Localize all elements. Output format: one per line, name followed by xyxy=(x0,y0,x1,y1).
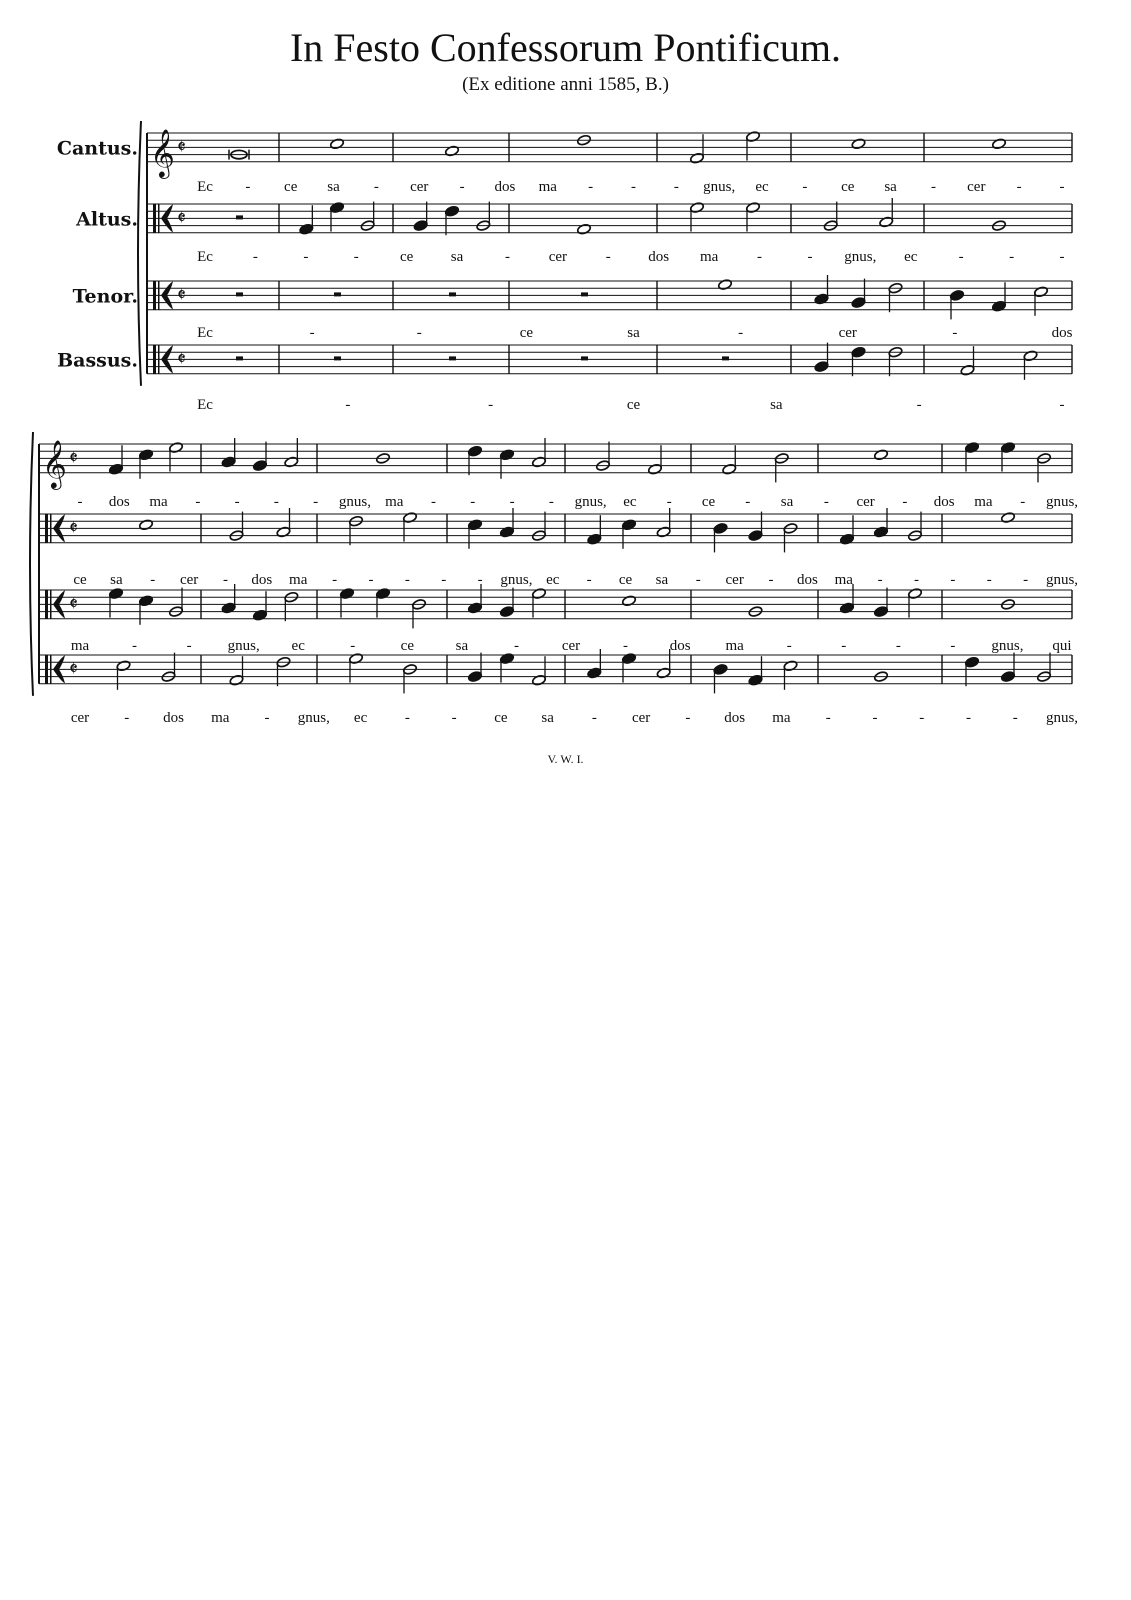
lyric-syllable: - xyxy=(548,494,554,510)
lyric-syllable: - xyxy=(470,494,476,510)
note-head xyxy=(500,606,515,618)
lyric-syllable: - xyxy=(373,179,379,195)
score-title: In Festo Confessorum Pontificum. xyxy=(289,25,842,70)
note-head xyxy=(1001,442,1016,454)
lyric-syllable: - xyxy=(1023,572,1029,588)
lyric-syllable: - xyxy=(623,638,629,654)
lyric-syllable: ma xyxy=(699,249,719,265)
lyric-syllable: - xyxy=(872,710,878,726)
lyric-syllable: dos xyxy=(251,572,273,588)
lyric-syllable: ce xyxy=(618,572,633,588)
c-clef-bar xyxy=(45,514,48,543)
lyric-syllable: - xyxy=(404,710,410,726)
c-clef-bar xyxy=(158,345,160,374)
note-head xyxy=(840,602,855,614)
lyric-syllable: sa xyxy=(450,249,464,265)
lyric-syllable: gnus, xyxy=(297,710,330,726)
treble-clef: 𝄞 xyxy=(150,130,175,177)
note-head xyxy=(500,526,515,538)
cut-time-sign: 𝄵 xyxy=(177,348,186,371)
lyric-syllable: ce xyxy=(494,710,508,726)
voice-name-3: Tenor. xyxy=(72,285,138,308)
note-head xyxy=(284,456,299,468)
rest-mark xyxy=(334,356,341,360)
lyric-syllable: - xyxy=(738,325,744,341)
lyric-syllable: - xyxy=(1059,397,1065,413)
cut-time-sign: 𝄵 xyxy=(177,284,186,307)
note-head xyxy=(468,519,483,531)
c-clef-bar xyxy=(153,345,156,374)
lyric-syllable: cer xyxy=(179,572,199,588)
lyric-syllable: - xyxy=(685,710,691,726)
note-head xyxy=(840,533,855,545)
lyric-syllable: Ec xyxy=(197,179,213,195)
note-head xyxy=(376,588,391,600)
lyric-syllable: - xyxy=(950,638,956,654)
lyric-syllable: ma xyxy=(149,494,168,510)
lyric-syllable: - xyxy=(802,179,808,195)
lyric-syllable: - xyxy=(1009,249,1015,265)
note-head xyxy=(690,152,705,164)
lyric-syllable: ce xyxy=(400,638,414,654)
note-head xyxy=(748,530,763,542)
lyric-syllable: - xyxy=(930,179,936,195)
lyric-syllable: - xyxy=(350,638,356,654)
note-head xyxy=(577,223,592,235)
note-head xyxy=(950,289,965,301)
note-head xyxy=(746,202,761,214)
note-head xyxy=(965,656,980,668)
lyric-syllable: - xyxy=(513,638,519,654)
note-head xyxy=(713,663,728,675)
note-head xyxy=(500,653,515,665)
lyric-syllable: ce xyxy=(73,572,87,588)
lyric-syllable: - xyxy=(332,572,338,588)
note-head xyxy=(879,216,894,228)
lyric-syllable: - xyxy=(605,249,611,265)
note-head xyxy=(874,526,889,538)
note-head xyxy=(622,653,637,665)
note-head xyxy=(748,674,763,686)
lyric-syllable: sa xyxy=(884,179,897,195)
lyric-syllable: - xyxy=(451,710,457,726)
lyric-syllable: dos xyxy=(494,179,516,195)
note-head xyxy=(718,279,733,291)
rest-mark xyxy=(236,215,243,219)
note-head xyxy=(532,588,547,600)
note-head xyxy=(746,131,761,143)
note-head xyxy=(500,449,515,461)
lyric-syllable: - xyxy=(441,572,447,588)
lyric-syllable: - xyxy=(958,249,964,265)
lyric-syllable: cer xyxy=(70,710,90,726)
lyric-syllable: cer xyxy=(856,494,875,510)
lyric-syllable: - xyxy=(877,572,883,588)
lyric-syllable: ma xyxy=(385,494,404,510)
system-2 xyxy=(30,432,1078,726)
lyric-syllable: - xyxy=(353,249,359,265)
lyric-syllable: ma xyxy=(974,494,993,510)
lyric-syllable: sa xyxy=(770,397,783,413)
note-head xyxy=(1001,671,1016,683)
rest-mark xyxy=(581,292,588,296)
note-head xyxy=(992,138,1007,150)
c-clef-bar xyxy=(50,514,52,543)
note-head xyxy=(109,588,124,600)
lyric-syllable: gnus, xyxy=(500,572,533,588)
lyric-syllable: dos xyxy=(163,710,184,726)
lyric-syllable: - xyxy=(1059,249,1065,265)
lyric-syllable: - xyxy=(902,494,908,510)
lyric-syllable: sa xyxy=(110,572,123,588)
note-head xyxy=(253,460,268,472)
lyric-syllable: - xyxy=(459,179,465,195)
lyric-syllable: - xyxy=(222,572,228,588)
cut-time-sign: 𝄵 xyxy=(177,207,186,230)
lyric-syllable: - xyxy=(1016,179,1022,195)
lyric-syllable: dos xyxy=(796,572,818,588)
lyric-syllable: - xyxy=(234,494,240,510)
treble-clef: 𝄞 xyxy=(42,441,67,488)
note-head xyxy=(1034,286,1049,298)
lyric-syllable: cer xyxy=(631,710,651,726)
lyric-syllable: Ec xyxy=(197,249,213,265)
note-head xyxy=(851,297,866,309)
lyric-syllable: - xyxy=(504,249,510,265)
lyric-syllable: ma xyxy=(834,572,853,588)
lyric-syllable: dos xyxy=(1051,325,1073,341)
note-head xyxy=(340,588,355,600)
lyric-syllable: - xyxy=(195,494,201,510)
lyric-syllable: - xyxy=(245,179,251,195)
note-head xyxy=(532,674,547,686)
lyric-syllable: - xyxy=(264,710,270,726)
note-head xyxy=(622,595,637,607)
c-clef-bar xyxy=(158,281,160,310)
lyric-syllable: - xyxy=(488,397,494,413)
lyric-syllable: gnus, xyxy=(844,249,877,265)
lyric-syllable: dos xyxy=(648,249,670,265)
note-head xyxy=(992,300,1007,312)
lyric-syllable: - xyxy=(404,572,410,588)
lyric-syllable: cer xyxy=(410,179,429,195)
lyric-syllable: - xyxy=(768,572,774,588)
note-head xyxy=(722,463,737,475)
lyric-syllable: - xyxy=(914,572,920,588)
lyric-syllable: cer xyxy=(838,325,857,341)
edition-note: (Ex editione anni 1585, B.) xyxy=(462,74,669,95)
lyric-syllable: - xyxy=(786,638,792,654)
lyric-syllable: ce xyxy=(841,179,855,195)
lyric-syllable: gnus, xyxy=(1045,494,1079,510)
lyric-syllable: - xyxy=(77,494,83,510)
note-head xyxy=(468,671,483,683)
note-head xyxy=(656,526,671,538)
lyric-syllable: - xyxy=(124,710,130,726)
voice-name-4: Bassus. xyxy=(57,349,138,372)
lyric-syllable: - xyxy=(309,325,315,341)
note-head xyxy=(656,667,671,679)
note-head xyxy=(874,606,889,618)
lyric-syllable: ma xyxy=(70,638,90,654)
lyric-syllable: - xyxy=(916,397,922,413)
note-head xyxy=(169,442,184,454)
note-head xyxy=(221,602,236,614)
lyric-syllable: gnus, xyxy=(227,638,260,654)
note-head xyxy=(713,522,728,534)
note-head xyxy=(299,223,314,235)
c-clef-bar xyxy=(153,204,156,233)
lyric-syllable: - xyxy=(673,179,679,195)
system-brace xyxy=(30,432,33,696)
lyric-syllable: - xyxy=(1020,494,1026,510)
lyric-syllable: - xyxy=(252,249,258,265)
lyric-syllable: dos xyxy=(108,494,130,510)
note-head xyxy=(814,293,829,305)
lyric-syllable: cer xyxy=(967,179,986,195)
note-head xyxy=(587,667,602,679)
lyric-syllable: gnus, xyxy=(703,179,736,195)
lyric-syllable: ec xyxy=(904,249,918,265)
lyric-syllable: gnus, xyxy=(1045,572,1079,588)
c-clef-bar xyxy=(153,281,156,310)
note-head xyxy=(116,660,131,672)
note-head xyxy=(139,519,154,531)
lyric-syllable: dos xyxy=(933,494,955,510)
lyric-syllable: - xyxy=(345,397,351,413)
note-head xyxy=(874,449,889,461)
note-head xyxy=(221,456,236,468)
lyric-syllable: - xyxy=(1059,179,1065,195)
c-clef-bar xyxy=(45,655,48,684)
c-clef-bar xyxy=(45,590,48,619)
page-number: V. W. I. xyxy=(547,752,584,766)
lyric-syllable: - xyxy=(823,494,829,510)
note-head xyxy=(908,588,923,600)
note-head xyxy=(622,519,637,531)
lyric-syllable: - xyxy=(416,325,422,341)
rest-mark xyxy=(236,292,243,296)
note-head xyxy=(330,202,345,214)
note-head xyxy=(276,526,291,538)
lyric-syllable: ce xyxy=(701,494,716,510)
lyric-syllable: ma xyxy=(211,710,230,726)
lyric-syllable: ce xyxy=(399,249,414,265)
lyric-syllable: - xyxy=(1012,710,1018,726)
lyric-syllable: - xyxy=(150,572,156,588)
lyric-syllable: - xyxy=(431,494,437,510)
lyric-syllable: cer xyxy=(548,249,568,265)
lyric-syllable: ma xyxy=(772,710,791,726)
c-clef-bar xyxy=(158,204,160,233)
lyric-syllable: - xyxy=(986,572,992,588)
lyric-syllable: Ec xyxy=(197,397,213,413)
lyric-syllable: sa xyxy=(655,572,669,588)
note-head xyxy=(139,449,154,461)
lyric-syllable: - xyxy=(952,325,958,341)
lyric-syllable: ec xyxy=(291,638,305,654)
lyric-syllable: - xyxy=(895,638,901,654)
note-head xyxy=(445,145,460,157)
lyric-syllable: ec xyxy=(546,572,560,588)
note-head xyxy=(648,463,663,475)
c-clef-bar xyxy=(50,655,52,684)
lyric-syllable: sa xyxy=(455,638,469,654)
lyric-syllable: gnus, xyxy=(338,494,372,510)
lyric-syllable: - xyxy=(509,494,515,510)
lyric-syllable: - xyxy=(666,494,672,510)
note-head xyxy=(532,456,547,468)
lyric-syllable: dos xyxy=(669,638,691,654)
lyric-syllable: - xyxy=(132,638,138,654)
lyric-syllable: sa xyxy=(541,710,554,726)
cut-time-sign: 𝄵 xyxy=(69,593,78,616)
rest-mark xyxy=(449,292,456,296)
note-head xyxy=(445,205,460,217)
note-head xyxy=(468,445,483,457)
lyric-syllable: sa xyxy=(780,494,794,510)
note-head xyxy=(253,609,268,621)
lyric-syllable: ma xyxy=(538,179,557,195)
lyric-syllable: ma xyxy=(725,638,744,654)
c-clef-bar xyxy=(50,590,52,619)
lyric-syllable: - xyxy=(273,494,279,510)
rest-mark xyxy=(722,356,729,360)
lyric-syllable: - xyxy=(950,572,956,588)
rest-mark xyxy=(236,356,243,360)
lyric-syllable: cer xyxy=(561,638,581,654)
cut-time-sign: 𝄵 xyxy=(177,136,186,159)
lyric-syllable: ce xyxy=(284,179,298,195)
lyric-syllable: ce xyxy=(519,325,534,341)
lyric-syllable: - xyxy=(919,710,925,726)
lyric-syllable: ma xyxy=(289,572,308,588)
rest-mark xyxy=(449,356,456,360)
lyric-syllable: gnus, xyxy=(991,638,1024,654)
lyric-syllable: - xyxy=(745,494,751,510)
lyric-syllable: ec xyxy=(755,179,769,195)
note-head xyxy=(851,346,866,358)
note-head xyxy=(403,512,418,524)
lyric-syllable: ce xyxy=(626,397,641,413)
lyric-syllable: gnus, xyxy=(1045,710,1079,726)
lyric-syllable: - xyxy=(477,572,483,588)
lyric-syllable: cer xyxy=(725,572,744,588)
note-head xyxy=(1023,350,1038,362)
note-head xyxy=(468,602,483,614)
lyric-syllable: - xyxy=(591,710,597,726)
voice-name-1: Cantus. xyxy=(56,137,138,160)
lyric-syllable: sa xyxy=(327,179,340,195)
note-head xyxy=(413,220,428,232)
rest-mark xyxy=(581,356,588,360)
lyric-syllable: - xyxy=(186,638,192,654)
cut-time-sign: 𝄵 xyxy=(69,447,78,470)
note-head xyxy=(229,674,244,686)
lyric-syllable: - xyxy=(368,572,374,588)
note-head xyxy=(330,138,345,150)
lyric-syllable: - xyxy=(807,249,813,265)
lyric-syllable: - xyxy=(313,494,319,510)
lyric-syllable: sa xyxy=(627,325,640,341)
lyric-syllable: - xyxy=(303,249,309,265)
note-head xyxy=(1001,512,1016,524)
note-head xyxy=(139,595,154,607)
cut-time-sign: 𝄵 xyxy=(69,517,78,540)
note-head xyxy=(783,660,798,672)
note-head xyxy=(960,364,975,376)
lyric-syllable: Ec xyxy=(197,325,213,341)
cut-time-sign: 𝄵 xyxy=(69,658,78,681)
system-1 xyxy=(57,121,1073,413)
note-head xyxy=(690,202,705,214)
lyric-syllable: gnus, xyxy=(574,494,607,510)
voice-name-2: Altus. xyxy=(76,208,138,231)
note-head xyxy=(851,138,866,150)
note-head xyxy=(965,442,980,454)
note-head xyxy=(349,653,364,665)
note-head xyxy=(587,533,602,545)
lyric-syllable: ec xyxy=(353,710,368,726)
system-brace xyxy=(138,121,141,386)
note-head xyxy=(814,361,829,373)
lyric-syllable: - xyxy=(965,710,971,726)
lyric-syllable: - xyxy=(825,710,831,726)
lyric-syllable: - xyxy=(588,179,594,195)
lyric-syllable: qui xyxy=(1052,638,1072,654)
rest-mark xyxy=(334,292,341,296)
lyric-syllable: dos xyxy=(724,710,746,726)
lyric-syllable: ec xyxy=(623,494,637,510)
lyric-syllable: - xyxy=(841,638,847,654)
lyric-syllable: - xyxy=(586,572,592,588)
lyric-syllable: - xyxy=(631,179,636,195)
lyric-syllable: - xyxy=(695,572,701,588)
lyric-syllable: - xyxy=(757,249,763,265)
note-head xyxy=(109,463,124,475)
